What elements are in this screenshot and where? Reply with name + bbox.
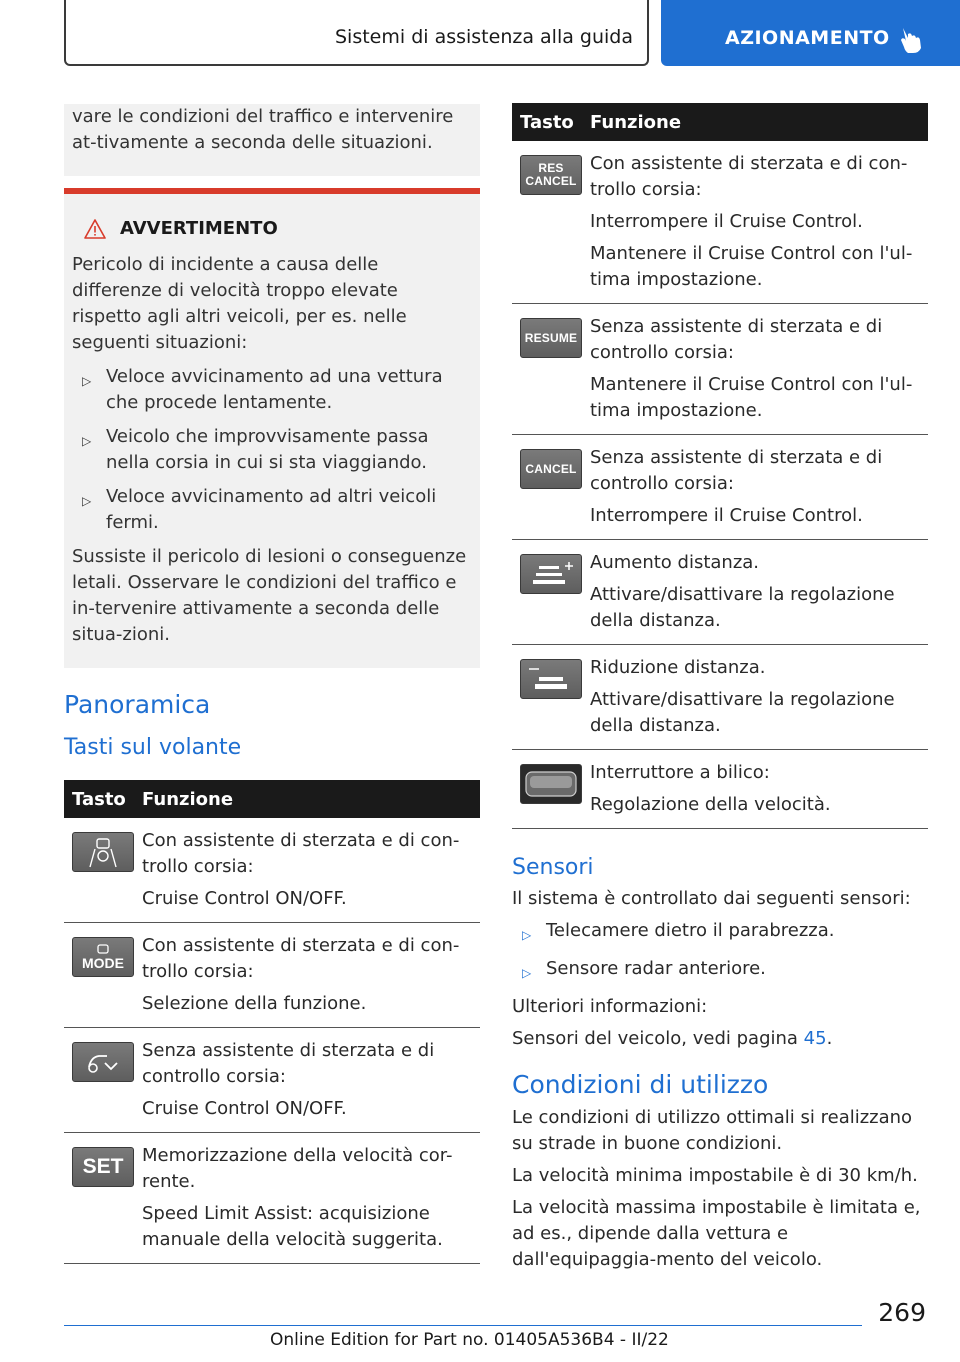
table-header-row xyxy=(512,103,928,141)
list-item: ▷ Veicolo che improvvisamente passa nella corsia in cui si sta viaggiando. xyxy=(72,424,470,476)
list-item: ▷ Veloce avvicinamento ad una vettura che procede lentamente. xyxy=(72,364,470,416)
warning-outro: Sussiste il pericolo di lesioni o conseguenze letali. Osservare le condizioni del traffico e in-tervenire attivamente a seconda delle situa-zioni. xyxy=(72,546,467,645)
sensors-list xyxy=(512,918,928,986)
col-header-function: Funzione xyxy=(142,780,480,818)
table-row: Riduzione distanza. Attivare/disattivare la regolazione della distanza. xyxy=(512,645,928,750)
set-key-icon: SET xyxy=(72,1147,134,1187)
lane-assist-key-icon xyxy=(72,832,134,872)
conditions-paragraph: La velocità massima impostabile è limitata e, ad es., dipende dalla vettura e dall'equipaggia-mento del veicolo. xyxy=(512,1197,921,1270)
table-row: CANCEL Senza assistente di sterzata e di controllo corsia: Interrompere il Cruise Control. xyxy=(512,435,928,540)
sensors-title: Sensori xyxy=(512,855,594,880)
header-chapter-box xyxy=(661,0,960,66)
conditions-title: Condizioni di utilizzo xyxy=(512,1070,769,1099)
sensors-intro: Il sistema è controllato dai seguenti sensori: xyxy=(512,888,911,909)
header-section-title: Sistemi di assistenza alla guida xyxy=(334,26,633,48)
table-row: Interruttore a bilico: Regolazione della velocità. xyxy=(512,750,928,829)
list-item: ▷ Sensore radar anteriore. xyxy=(512,956,928,986)
warning-heading xyxy=(84,216,470,242)
warning-triangle-icon xyxy=(84,219,106,239)
conditions-paragraph: La velocità minima impostabile è di 30 km/h. xyxy=(512,1165,918,1186)
warning-box xyxy=(64,194,480,668)
res-cancel-key-icon: RES CANCEL xyxy=(520,155,582,195)
table-row: SET Memorizzazione della velocità cor-rente. Speed Limit Assist: acquisizione manuale della velocità suggerita. xyxy=(64,1133,480,1264)
col-header-function: Funzione xyxy=(590,103,928,141)
subsection-title: Tasti sul volante xyxy=(64,735,242,760)
triangle-bullet-icon: ▷ xyxy=(82,494,92,508)
distance-increase-key-icon xyxy=(520,554,582,594)
steering-keys-table-continued xyxy=(512,103,928,829)
page-number: 269 xyxy=(878,1298,926,1327)
continued-text: vare le condizioni del traffico e intervenire at-tivamente a seconda delle situazioni. xyxy=(72,106,454,153)
table-row: Senza assistente di sterzata e di controllo corsia: Cruise Control ON/OFF. xyxy=(64,1028,480,1133)
table-header-row xyxy=(64,780,480,818)
table-row: RESUME Senza assistente di sterzata e di controllo corsia: Mantenere il Cruise Control con l'ul-tima impostazione. xyxy=(512,304,928,435)
pointing-hand-icon xyxy=(899,26,925,54)
right-column xyxy=(512,103,928,1273)
triangle-bullet-icon: ▷ xyxy=(82,374,92,388)
cross-reference: Sensori del veicolo, vedi pagina 45. xyxy=(512,1028,833,1049)
col-header-key: Tasto xyxy=(64,780,142,818)
continued-text-box xyxy=(64,104,480,176)
warning-intro: Pericolo di incidente a causa delle differenze di velocità troppo elevate rispetto agli altri veicoli, per es. nelle seguenti situazioni: xyxy=(72,254,407,353)
footer-edition: Online Edition for Part no. 01405A536B4 - II/22 xyxy=(270,1330,669,1350)
cruise-control-key-icon xyxy=(72,1042,134,1082)
warning-title: AVVERTIMENTO xyxy=(120,218,278,239)
footer-rule xyxy=(64,1325,862,1326)
left-column xyxy=(64,104,480,1264)
section-title: Panoramica xyxy=(64,690,211,719)
triangle-bullet-icon: ▷ xyxy=(82,434,92,448)
triangle-bullet-icon: ▷ xyxy=(522,966,532,980)
warning-bullets xyxy=(72,364,470,536)
list-item: ▷ Telecamere dietro il parabrezza. xyxy=(512,918,928,948)
rocker-switch-icon xyxy=(520,764,582,804)
list-item: ▷ Veloce avvicinamento ad altri veicoli fermi. xyxy=(72,484,470,536)
table-row: Con assistente di sterzata e di con-trollo corsia: Cruise Control ON/OFF. xyxy=(64,818,480,923)
page-reference-link[interactable]: 45 xyxy=(803,1028,827,1049)
table-row: RES CANCEL Con assistente di sterzata e di con-trollo corsia: Interrompere il Cruise Control. Mantenere il Cruise Control con l'ul-tima impostazione. xyxy=(512,141,928,304)
table-row: MODE Con assistente di sterzata e di con-trollo corsia: Selezione della funzione. xyxy=(64,923,480,1028)
distance-decrease-key-icon xyxy=(520,659,582,699)
conditions-paragraph: Le condizioni di utilizzo ottimali si realizzano su strade in buone condizioni. xyxy=(512,1107,913,1154)
cancel-key-icon: CANCEL xyxy=(520,449,582,489)
header-chapter-title: AZIONAMENTO xyxy=(725,27,890,49)
triangle-bullet-icon: ▷ xyxy=(522,928,532,942)
col-header-key: Tasto xyxy=(512,103,590,141)
more-info-label: Ulteriori informazioni: xyxy=(512,996,708,1017)
resume-key-icon: RESUME xyxy=(520,318,582,358)
steering-keys-table xyxy=(64,780,480,1264)
mode-key-icon: MODE xyxy=(72,937,134,977)
table-row: Aumento distanza. Attivare/disattivare la regolazione della distanza. xyxy=(512,540,928,645)
header-section-box xyxy=(64,0,649,66)
